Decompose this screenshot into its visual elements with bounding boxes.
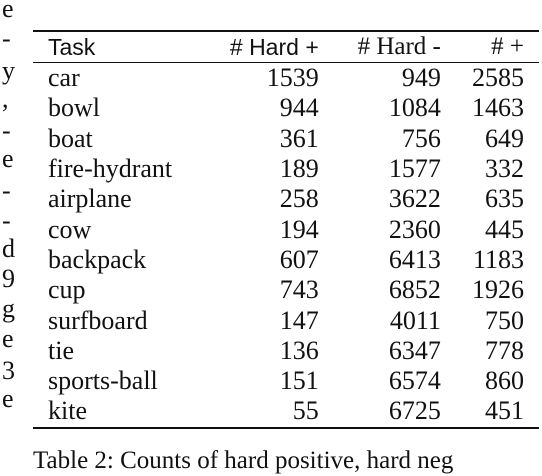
table-header (33, 31, 539, 63)
hard-negative-cell: 6413 (388, 244, 441, 274)
margin-glyph: e (2, 144, 14, 173)
hard-negative-cell: 756 (401, 123, 441, 153)
hard-positive-cell: 361 (279, 123, 319, 153)
hard-negative-cell: 949 (401, 63, 441, 93)
margin-glyph: 9 (2, 264, 15, 293)
hard-negative-cell: 6852 (388, 275, 441, 305)
task-cell: fire-hydrant (48, 154, 173, 184)
header-hard-negative: # Hard - (357, 33, 441, 60)
margin-glyph: y (2, 56, 15, 85)
table-row (33, 93, 539, 123)
margin-glyph: , (2, 84, 9, 113)
task-cell: airplane (48, 184, 132, 214)
task-cell: cup (48, 275, 86, 305)
task-cell: cow (48, 214, 92, 244)
margin-glyph: - (2, 116, 11, 145)
counts-table-container (33, 30, 539, 429)
hard-positive-cell: 136 (279, 335, 319, 365)
hard-negative-cell: 1084 (388, 93, 441, 123)
margin-glyph: d (2, 234, 15, 263)
hard-negative-cell: 3622 (388, 184, 441, 214)
table-row (33, 396, 539, 427)
margin-glyph: g (2, 294, 15, 323)
task-cell: tie (48, 335, 74, 365)
task-cell: sports-ball (48, 366, 158, 396)
hard-negative-cell: 1577 (388, 154, 441, 184)
positive-cell: 649 (485, 123, 524, 153)
table-row (33, 336, 539, 366)
positive-cell: 1183 (472, 244, 524, 274)
margin-glyph: - (2, 176, 11, 205)
hard-negative-cell: 2360 (388, 214, 441, 244)
table-caption: Table 2: Counts of hard positive, hard neg (33, 447, 454, 474)
header-positive: # + (491, 33, 524, 60)
positive-cell: 750 (485, 305, 524, 335)
table-row (33, 63, 539, 94)
table-row (33, 275, 539, 305)
table-body (33, 63, 539, 428)
positive-cell: 445 (485, 214, 524, 244)
hard-negative-cell: 6574 (388, 366, 441, 396)
positive-cell: 1463 (472, 93, 524, 123)
hard-positive-cell: 944 (279, 93, 319, 123)
positive-cell: 332 (485, 154, 524, 184)
positive-cell: 451 (485, 396, 524, 426)
positive-cell: 2585 (472, 63, 524, 93)
hard-negative-cell: 6347 (388, 335, 441, 365)
counts-table (33, 30, 539, 429)
table-row (33, 214, 539, 244)
hard-positive-cell: 55 (292, 396, 319, 426)
margin-glyph: e (2, 384, 14, 413)
margin-glyph: e (2, 324, 14, 353)
task-cell: boat (48, 123, 93, 153)
table-row (33, 245, 539, 275)
table-row (33, 154, 539, 184)
task-cell: surfboard (48, 305, 148, 335)
margin-glyph: 3 (2, 356, 15, 385)
table-row (33, 305, 539, 335)
positive-cell: 860 (485, 366, 524, 396)
table-row (33, 366, 539, 396)
hard-positive-cell: 147 (279, 305, 319, 335)
left-margin-text-fragments (0, 0, 22, 420)
hard-positive-cell: 743 (279, 275, 319, 305)
table-row (33, 124, 539, 154)
header-row (33, 31, 539, 63)
header-task: Task (48, 34, 96, 60)
positive-cell: 635 (485, 184, 524, 214)
task-cell: bowl (48, 93, 100, 123)
positive-cell: 778 (485, 335, 524, 365)
task-cell: car (48, 63, 80, 93)
hard-positive-cell: 258 (279, 184, 319, 214)
margin-glyph: - (2, 206, 11, 235)
hard-positive-cell: 607 (279, 244, 319, 274)
table-row (33, 184, 539, 214)
hard-positive-cell: 1539 (266, 63, 319, 93)
positive-cell: 1926 (472, 275, 524, 305)
hard-negative-cell: 4011 (389, 305, 441, 335)
margin-glyph: - (2, 24, 11, 53)
margin-glyph: e (2, 0, 14, 23)
hard-positive-cell: 189 (279, 154, 319, 184)
task-cell: kite (48, 396, 87, 426)
hard-positive-cell: 194 (279, 214, 319, 244)
hard-positive-cell: 151 (279, 366, 319, 396)
hard-negative-cell: 6725 (388, 396, 441, 426)
header-hard-positive: # Hard + (229, 34, 319, 60)
task-cell: backpack (48, 244, 147, 274)
